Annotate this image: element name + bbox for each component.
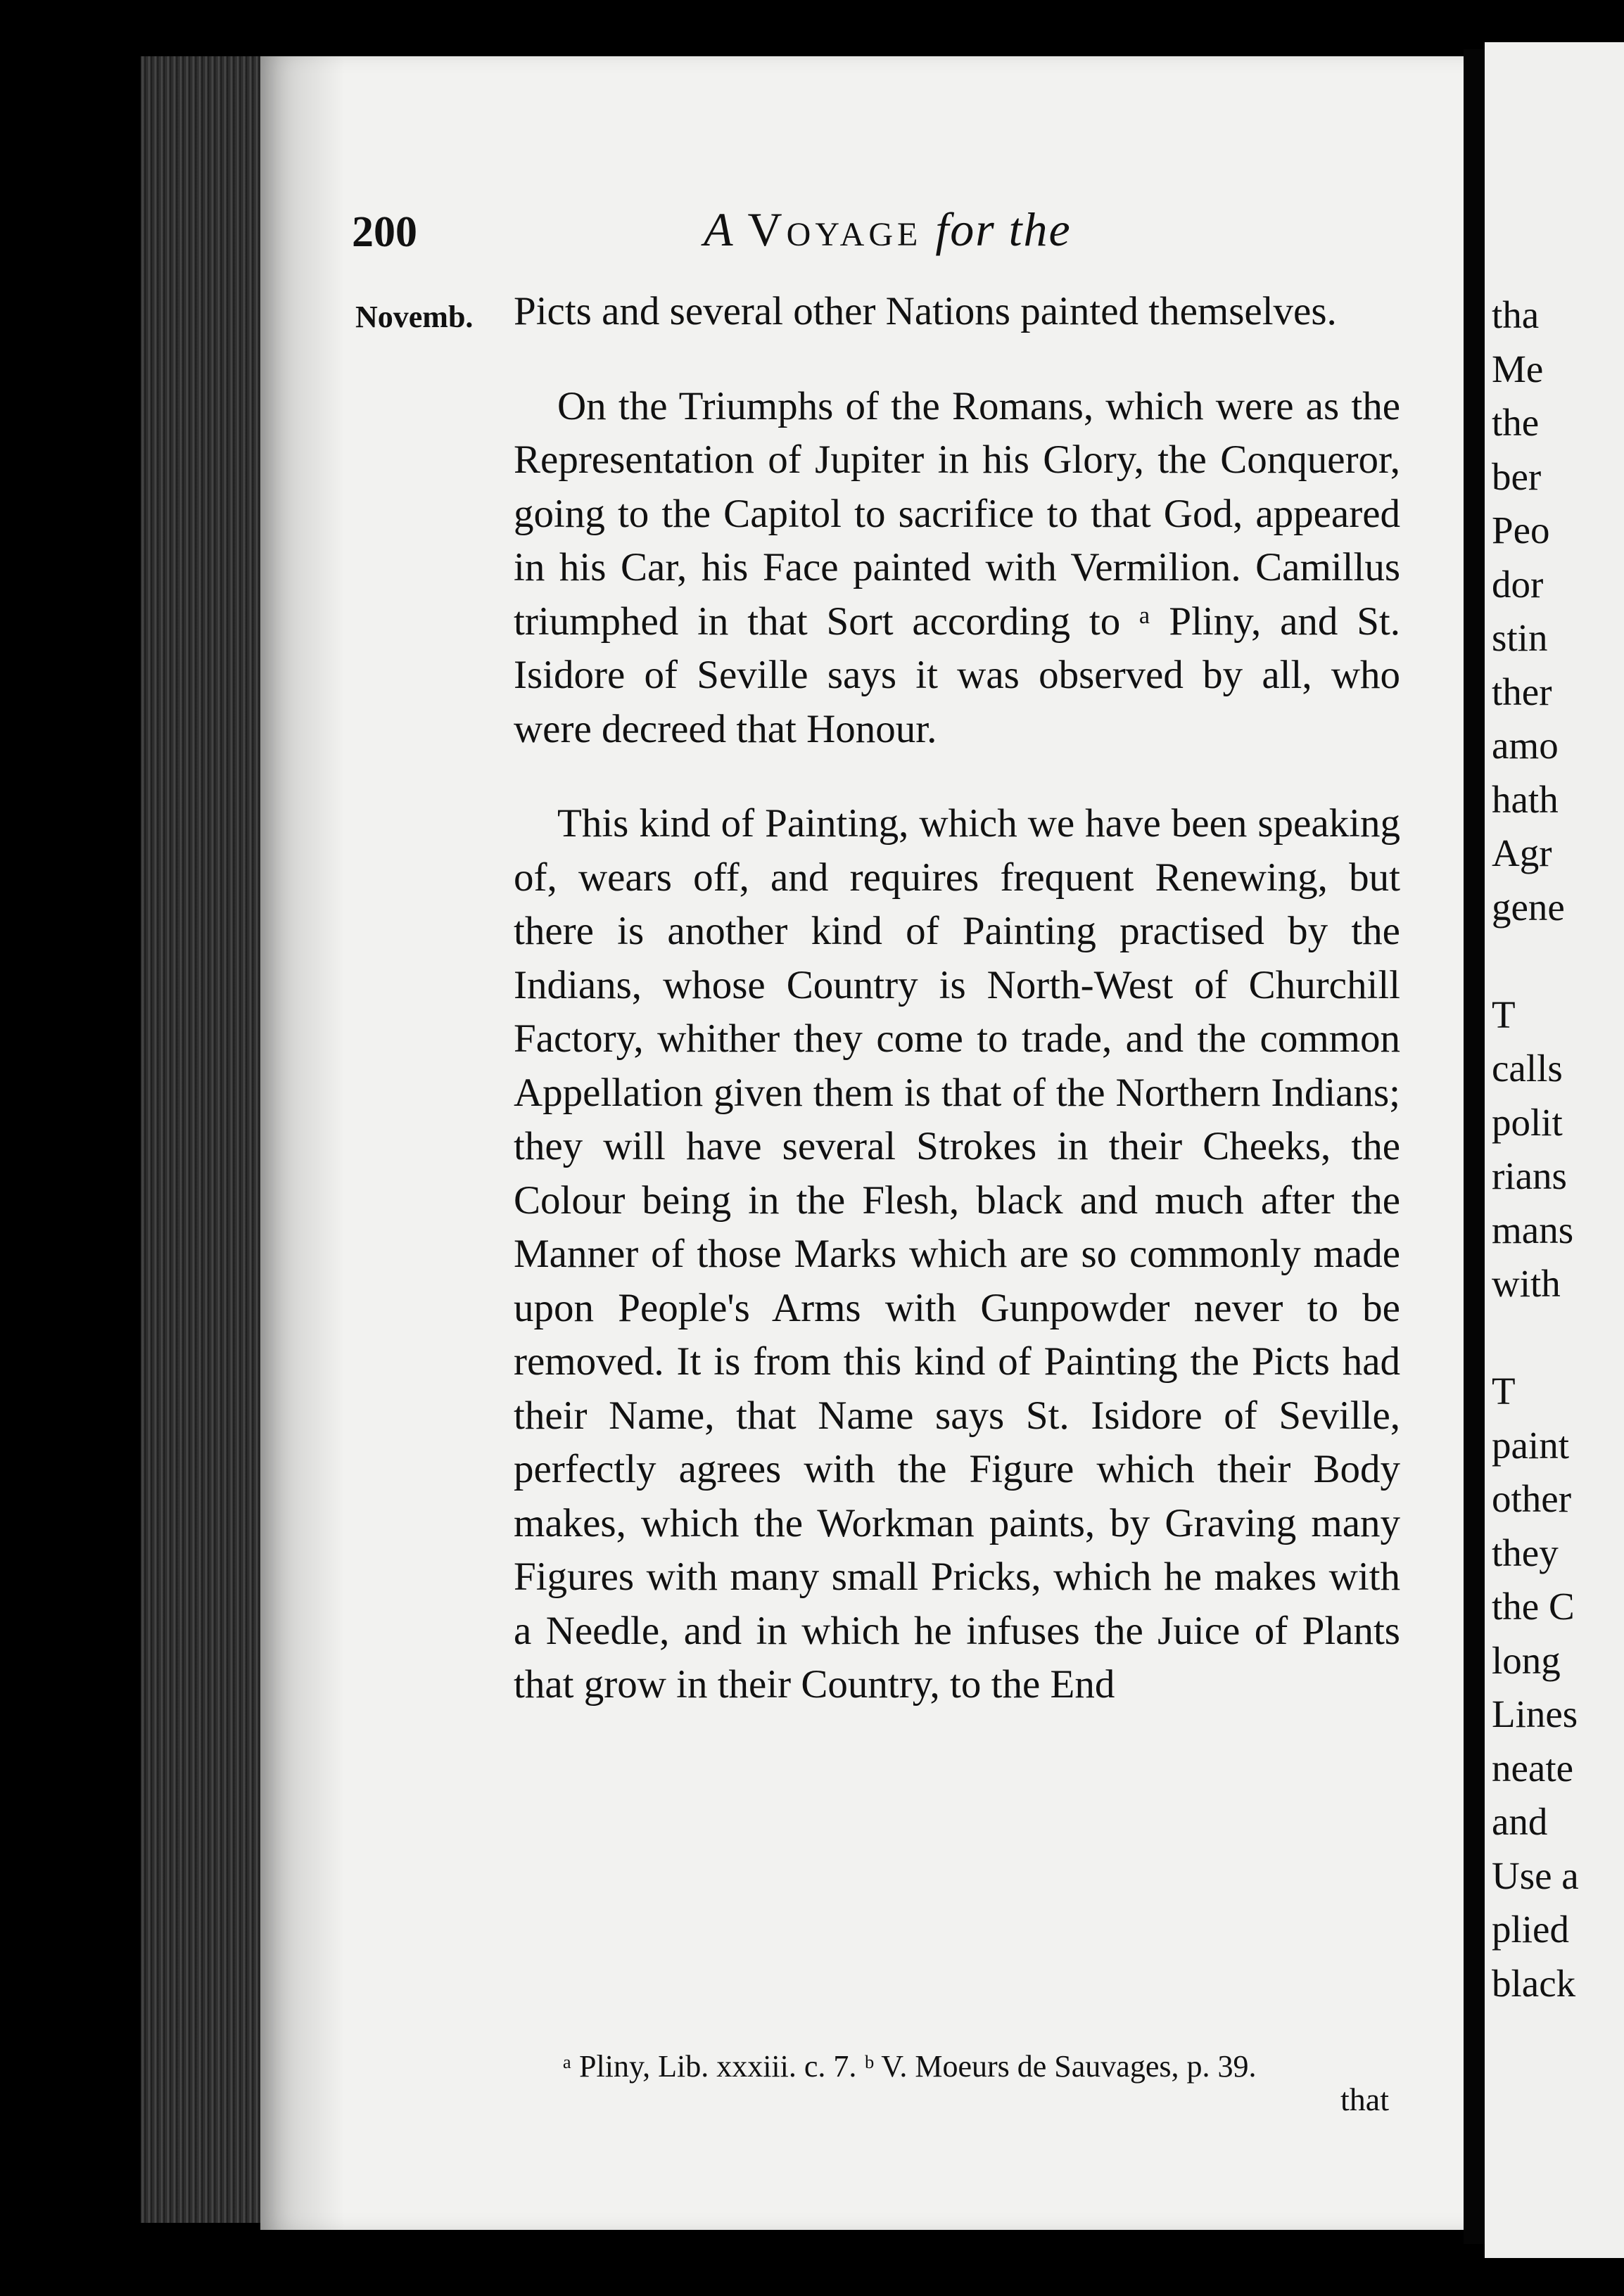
paragraph-1: Picts and several other Nations painted themselves. bbox=[514, 289, 1337, 333]
catchword: that bbox=[1340, 2081, 1389, 2117]
facing-line: Me bbox=[1492, 347, 1544, 390]
facing-line: gene bbox=[1492, 885, 1565, 929]
facing-line: ber bbox=[1492, 454, 1542, 498]
facing-line: paint bbox=[1492, 1423, 1569, 1467]
facing-line bbox=[1492, 934, 1579, 988]
facing-line: dor bbox=[1492, 562, 1544, 606]
facing-line: plied bbox=[1492, 1908, 1569, 1951]
facing-line: tha bbox=[1492, 293, 1540, 336]
book-gutter bbox=[1464, 49, 1485, 2244]
facing-line: Use a bbox=[1492, 1854, 1579, 1897]
facing-line: ther bbox=[1492, 670, 1552, 713]
facing-line: they bbox=[1492, 1531, 1559, 1574]
facing-line: mans bbox=[1492, 1208, 1574, 1251]
facing-line: Lines bbox=[1492, 1692, 1578, 1735]
page-number: 200 bbox=[352, 208, 417, 256]
facing-line: black bbox=[1492, 1961, 1576, 2005]
facing-page-text bbox=[1492, 288, 1579, 2010]
facing-line: amo bbox=[1492, 724, 1559, 767]
footnote: ᵃ Pliny, Lib. xxxiii. c. 7. ᵇ V. Moeurs de Sauvages, p. 39. bbox=[563, 2049, 1257, 2084]
facing-line: hath bbox=[1492, 777, 1559, 821]
running-head bbox=[352, 203, 1407, 271]
facing-line: calls bbox=[1492, 1047, 1563, 1090]
facing-line: T bbox=[1492, 1370, 1516, 1412]
title-word: Voyage bbox=[747, 203, 922, 256]
facing-line: long bbox=[1492, 1638, 1561, 1682]
paragraph-3: This kind of Painting, which we have been speaking of, wears off, and requires frequent Renewing, but there is another kind of Painting practised by the Indians, whose Country is North-West of Churchill Factory, whither they come to trade, and the common Appellation given them is that of the Northern Indians; they will have several Strokes in their Cheeks, the Colour being in the Flesh, black and much after the Manner of those Marks which are so commonly made upon People's Arms with Gunpowder never to be removed. It is from this kind of Painting the Picts had their Name, that Name says St. Isidore of Seville, perfectly agrees with the Figure which their Body makes, which the Workman paints, by Graving many Figures with many small Pricks, which he makes with a Needle, and in which he infuses the Juice of Plants that grow in their Country, to the End bbox=[514, 801, 1400, 1707]
title-prefix: A bbox=[704, 203, 735, 256]
facing-line: neate bbox=[1492, 1746, 1574, 1790]
facing-line: Agr bbox=[1492, 831, 1552, 874]
facing-line: other bbox=[1492, 1477, 1572, 1520]
facing-line: rians bbox=[1492, 1154, 1567, 1197]
page-edge-stack bbox=[141, 56, 274, 2223]
facing-line: with bbox=[1492, 1262, 1561, 1305]
paragraph-2: On the Triumphs of the Romans, which were as the Representation of Jupiter in his Glory, the Conqueror, going to the Capitol to sacrifice to that God, appeared in his Car, his Face painted with Vermilion. Camillus triumphed in that Sort according to ᵃ Pliny, and St. Isidore of Seville says it was observed by all, who were decreed that Honour. bbox=[514, 383, 1400, 751]
page-title bbox=[704, 202, 1072, 257]
facing-line: stin bbox=[1492, 616, 1548, 659]
margin-note: Novemb. bbox=[355, 300, 474, 334]
facing-line bbox=[1492, 1311, 1579, 1365]
facing-line: the C bbox=[1492, 1585, 1575, 1628]
facing-line: Peo bbox=[1492, 509, 1550, 551]
facing-line: the bbox=[1492, 401, 1540, 444]
facing-line: T bbox=[1492, 993, 1516, 1036]
body-text bbox=[514, 285, 1400, 1753]
facing-line: polit bbox=[1492, 1100, 1563, 1144]
title-suffix: for the bbox=[935, 203, 1072, 256]
facing-line: and bbox=[1492, 1800, 1548, 1843]
